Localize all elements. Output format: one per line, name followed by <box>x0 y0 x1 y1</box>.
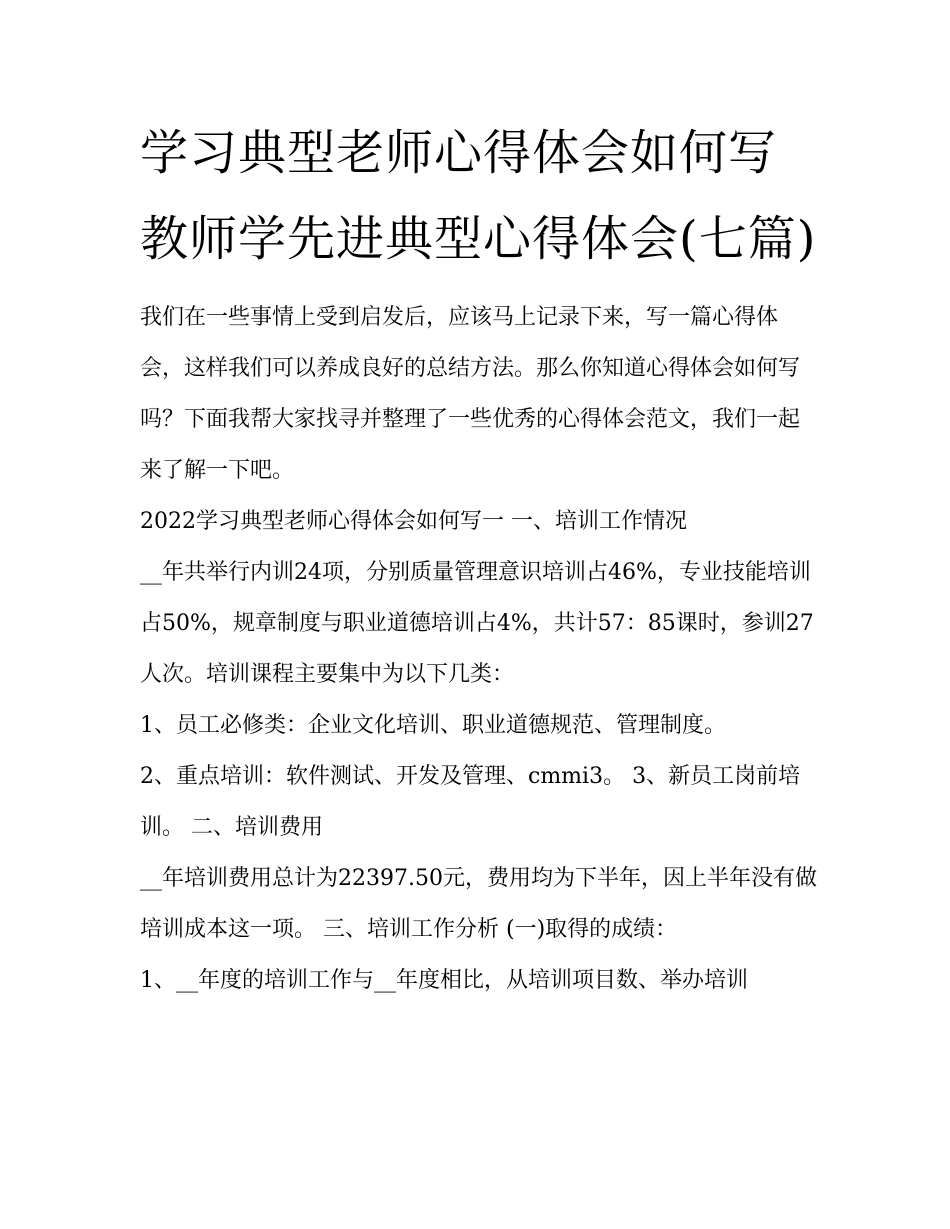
paragraph-list-item-1: 1、员工必修类：企业文化培训、职业道德规范、管理制度。 <box>140 713 726 738</box>
document-title: 学习典型老师心得体会如何写教师学先进典型心得体会(七篇) <box>140 125 817 267</box>
paragraph-training-summary: __年共举行内训24项，分别质量管理意识培训占46%，专业技能培训占50%，规章制度与职业道德培训占4%，共计57：85课时，参训27人次。培训课程主要集中为以下几类： <box>140 560 814 687</box>
paragraph-list-item-2: 2、重点培训：软件测试、开发及管理、cmmi3。 3、新员工岗前培训。 二、培训费用 <box>140 764 801 840</box>
document-page <box>140 110 820 1006</box>
paragraph-intro: 我们在一些事情上受到启发后，应该马上记录下来，写一篇心得体会，这样我们可以养成良好的总结方法。那么你知道心得体会如何写吗？下面我帮大家找寻并整理了一些优秀的心得体会范文，我们一起来了解一下吧。 <box>140 305 801 483</box>
document-body <box>140 292 820 1006</box>
paragraph-training-cost: __年培训费用总计为22397.50元，费用均为下半年，因上半年没有做培训成本这一项。 三、培训工作分析 (一)取得的成绩： <box>140 866 817 942</box>
paragraph-section-heading: 2022学习典型老师心得体会如何写一 一、培训工作情况 <box>140 509 687 534</box>
paragraph-analysis-item-1: 1、__年度的培训工作与__年度相比，从培训项目数、举办培训 <box>140 968 748 993</box>
